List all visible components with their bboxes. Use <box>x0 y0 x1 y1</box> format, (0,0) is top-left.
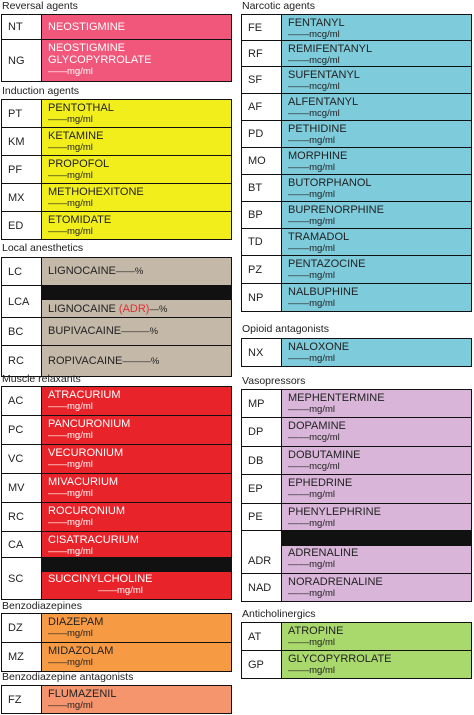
drug-label-tramadol <box>282 229 471 255</box>
drug-name: NORADRENALINE <box>288 576 383 588</box>
adr-marker: (ADR) <box>118 303 150 315</box>
table-row <box>2 184 231 212</box>
drug-unit: ––––mg/ml <box>288 588 335 599</box>
drug-label-mephentermine <box>282 390 471 417</box>
drug-name: BUPIVACAINE <box>48 325 122 337</box>
section-title: Narcotic agents <box>242 0 315 12</box>
drug-label-propofol <box>42 156 231 183</box>
drug-code: PF <box>2 156 42 183</box>
drug-unit: ––––mcg/ml <box>288 108 340 119</box>
drug-code: NX <box>242 339 282 366</box>
table-row <box>2 258 231 286</box>
drug-label-nalbuphine <box>282 284 471 311</box>
drug-name: ATRACURIUM <box>48 389 121 401</box>
drug-code: VC <box>2 445 42 473</box>
table-row <box>2 286 231 318</box>
drug-label-cisatracurium <box>42 532 231 557</box>
drug-unit: ——mg/ml <box>48 700 93 711</box>
drug-label-noradrenaline <box>282 574 471 601</box>
drug-code: PC <box>2 416 42 444</box>
drug-code: NAD <box>242 574 282 601</box>
section-title: Muscle relaxants <box>2 373 81 385</box>
section-title: Induction agents <box>2 85 80 97</box>
table-row <box>242 256 471 284</box>
drug-label-succinylcholine <box>42 558 231 599</box>
drug-code: ED <box>2 212 42 239</box>
drug-label-fentanyl <box>282 15 471 40</box>
drug-name: TRAMADOL <box>288 231 350 243</box>
drug-code: BC <box>2 318 42 345</box>
table-row <box>242 447 471 475</box>
table-row <box>2 558 231 600</box>
drug-code: MZ <box>2 643 42 671</box>
drug-code: LCA <box>2 286 42 317</box>
section-title: Reversal agents <box>2 0 78 12</box>
table-row <box>242 390 471 418</box>
drug-label-glycopyrrolate <box>282 651 471 678</box>
drug-unit: ––––mcg/ml <box>288 29 340 40</box>
drug-unit: ––––mg/ml <box>288 162 335 173</box>
drug-code: AT <box>242 623 282 650</box>
drug-unit: ——mg/ml <box>48 488 93 499</box>
drug-unit: ——mg/ml <box>48 170 93 181</box>
drug-label-mivacurium <box>42 474 231 502</box>
drug-code: DZ <box>2 614 42 642</box>
drug-code: RC <box>2 503 42 531</box>
adrenaline-color-band <box>282 531 471 546</box>
drug-name: LIGNOCAINE <box>48 303 116 315</box>
drug-name: NALBUPHINE <box>288 286 359 298</box>
drug-name: PENTOTHAL <box>48 102 114 114</box>
drug-unit: ––––mg/ml <box>288 665 335 676</box>
drug-unit: ——mg/ml <box>48 459 93 470</box>
drug-code: PD <box>242 121 282 147</box>
drug-label-pentazocine <box>282 256 471 283</box>
drug-unit: ——mg/ml <box>48 628 93 639</box>
drug-code: CA <box>2 532 42 557</box>
table-row <box>242 284 471 312</box>
drug-name: METHOHEXITONE <box>48 186 144 198</box>
table-row <box>242 418 471 447</box>
drug-unit: ––––mg/ml <box>288 489 335 500</box>
drug-unit: ––––mcg/ml <box>288 81 340 92</box>
drug-unit: ––––mg/ml <box>288 243 335 254</box>
drug-name: PROPOFOL <box>48 158 110 170</box>
drug-label-atropine <box>282 623 471 650</box>
drug-name: KETAMINE <box>48 130 104 142</box>
section-title: Vasopressors <box>242 375 306 387</box>
drug-name: PANCURONIUM <box>48 418 131 430</box>
drug-unit: ———% <box>122 356 160 367</box>
drug-name: ADRENALINE <box>288 547 359 559</box>
drug-name: PETHIDINE <box>288 123 347 135</box>
table-muscle <box>1 386 232 600</box>
drug-label-lignocaine-adr <box>42 286 231 317</box>
drug-label-bupivacaine <box>42 318 231 345</box>
adrenaline-color-band <box>42 286 231 300</box>
drug-name: MIVACURIUM <box>48 476 119 488</box>
drug-unit: ––––mg/ml <box>288 353 335 364</box>
drug-name: SUCCINYLCHOLINE <box>48 573 153 585</box>
drug-unit: ——mg/ml <box>48 430 93 441</box>
drug-label-etomidate <box>42 212 231 239</box>
table-row <box>242 574 471 602</box>
drug-code: SF <box>242 67 282 93</box>
table-row <box>242 339 471 367</box>
drug-unit: —% <box>149 304 168 315</box>
table-row <box>2 100 231 128</box>
drug-label-adrenaline <box>282 531 471 573</box>
table-row <box>2 387 231 416</box>
drug-code: PZ <box>242 256 282 283</box>
drug-code: RF <box>242 41 282 66</box>
drug-label-pancuronium <box>42 416 231 444</box>
drug-name: MORPHINE <box>288 150 348 162</box>
drug-code: ADR <box>242 531 282 573</box>
drug-unit: ––––mg/ml <box>288 559 335 570</box>
drug-unit: ––––mcg/ml <box>288 432 340 443</box>
drug-name: MIDAZOLAM <box>48 645 114 657</box>
table-row <box>242 67 471 94</box>
drug-code: AF <box>242 94 282 120</box>
table-row <box>242 15 471 41</box>
section-title: Opioid antagonists <box>242 323 329 335</box>
drug-label-ephedrine <box>282 475 471 503</box>
drug-label-midazolam <box>42 643 231 671</box>
table-row <box>2 318 231 346</box>
table-row <box>242 651 471 679</box>
drug-unit: ——mg/ml <box>48 657 93 668</box>
drug-label-phenylephrine <box>282 504 471 530</box>
section-title: Benzodiazepines <box>2 600 82 612</box>
drug-unit: ———% <box>121 326 159 337</box>
drug-name: PHENYLEPHRINE <box>288 506 381 518</box>
drug-code: BT <box>242 175 282 201</box>
drug-name: MEPHENTERMINE <box>288 392 385 404</box>
drug-unit: ——mg/ml <box>98 585 143 596</box>
drug-name: DOPAMINE <box>288 420 346 432</box>
drug-label-pentothal <box>42 100 231 127</box>
drug-name: BUTORPHANOL <box>288 177 372 189</box>
drug-unit: ––––mcg/ml <box>288 55 340 66</box>
drug-label-atracurium <box>42 387 231 415</box>
drug-unit: ——mg/ml <box>48 546 93 557</box>
drug-label-rocuronium <box>42 503 231 531</box>
section-title: Anticholinergics <box>242 608 316 620</box>
drug-name: ALFENTANYL <box>288 96 359 108</box>
drug-code: FE <box>242 15 282 40</box>
table-local <box>1 257 232 377</box>
table-row <box>2 15 231 40</box>
drug-unit: ——mg/ml <box>48 401 93 412</box>
drug-name: VECURONIUM <box>48 447 124 459</box>
drug-code: NP <box>242 284 282 311</box>
table-row <box>2 686 231 714</box>
table-reversal <box>1 14 232 82</box>
drug-label-methohexitone <box>42 184 231 211</box>
drug-name: BUPRENORPHINE <box>288 204 384 216</box>
drug-code: MP <box>242 390 282 417</box>
drug-name: ROPIVACAINE <box>48 355 123 367</box>
drug-code: PT <box>2 100 42 127</box>
drug-label-buprenorphine <box>282 202 471 228</box>
drug-code: DP <box>242 418 282 446</box>
table-vasopressor <box>241 389 472 602</box>
table-row <box>242 94 471 121</box>
drug-code: RC <box>2 346 42 376</box>
drug-name: SUFENTANYL <box>288 69 360 81</box>
drug-unit: ––––mcg/ml <box>288 461 340 472</box>
drug-name: NALOXONE <box>288 341 350 353</box>
drug-unit: ——mg/ml <box>48 198 93 209</box>
drug-name: FENTANYL <box>288 17 345 29</box>
drug-unit: ––––mg/ml <box>288 135 335 146</box>
drug-name-2: GLYCOPYRROLATE <box>48 54 152 66</box>
drug-unit: ––––mg/ml <box>288 298 335 309</box>
drug-label-flumazenil <box>42 686 231 713</box>
table-row <box>242 41 471 67</box>
drug-name: ATROPINE <box>288 625 344 637</box>
table-row <box>242 175 471 202</box>
drug-label-pethidine <box>282 121 471 147</box>
drug-code: DB <box>242 447 282 474</box>
table-row <box>242 504 471 531</box>
section-title: Local anesthetics <box>2 242 84 254</box>
drug-code: TD <box>242 229 282 255</box>
drug-code: GP <box>242 651 282 678</box>
drug-code: MO <box>242 148 282 174</box>
drug-label-ketamine <box>42 128 231 155</box>
drug-code: FZ <box>2 686 42 713</box>
drug-code: PE <box>242 504 282 530</box>
drug-name: LIGNOCAINE <box>48 265 116 277</box>
drug-code: BP <box>242 202 282 228</box>
table-row <box>242 229 471 256</box>
table-row <box>242 202 471 229</box>
section-title: Benzodiazepine antagonists <box>2 671 134 683</box>
drug-name: DIAZEPAM <box>48 616 104 628</box>
drug-label-neostigmine-glycopyrrolate <box>42 40 231 81</box>
table-induction <box>1 99 232 240</box>
drug-name: EPHEDRINE <box>288 477 353 489</box>
drug-unit: ––––mg/ml <box>288 404 335 415</box>
drug-unit: ––––mg/ml <box>288 637 335 648</box>
drug-name: GLYCOPYRROLATE <box>288 653 392 665</box>
table-row <box>2 532 231 558</box>
drug-code: EP <box>242 475 282 503</box>
drug-name: PENTAZOCINE <box>288 258 366 270</box>
drug-code: NG <box>2 40 42 81</box>
drug-name: NEOSTIGMINE <box>48 42 126 54</box>
drug-label-naloxone <box>282 339 471 366</box>
table-row <box>2 474 231 503</box>
drug-unit: ––––mg/ml <box>288 216 335 227</box>
drug-unit: ––––mg/ml <box>288 270 335 281</box>
drug-code: AC <box>2 387 42 415</box>
drug-code: SC <box>2 558 42 599</box>
table-benzo <box>1 613 232 672</box>
table-row <box>242 148 471 175</box>
table-narcotic <box>241 14 472 312</box>
table-row <box>2 212 231 240</box>
drug-label-morphine <box>282 148 471 174</box>
drug-code: KM <box>2 128 42 155</box>
drug-code: MV <box>2 474 42 502</box>
drug-label-vecuronium <box>42 445 231 473</box>
drug-label-neostigmine <box>42 15 231 39</box>
drug-label-lignocaine <box>42 258 231 285</box>
table-row <box>2 503 231 532</box>
table-row <box>2 128 231 156</box>
drug-unit: ——mg/ml <box>48 517 93 528</box>
drug-unit: ––––mg/ml <box>288 189 335 200</box>
drug-name: FLUMAZENIL <box>48 688 117 700</box>
drug-name: NEOSTIGMINE <box>48 21 126 33</box>
table-anticholinergic <box>241 622 472 679</box>
table-row <box>2 643 231 672</box>
table-row <box>242 623 471 651</box>
drug-name: REMIFENTANYL <box>288 43 373 55</box>
drug-unit: ——mg/ml <box>48 66 93 77</box>
drug-name: ROCURONIUM <box>48 505 125 517</box>
drug-label-butorphanol <box>282 175 471 201</box>
drug-label-remifentanyl <box>282 41 471 66</box>
table-opioid-antag <box>241 338 472 367</box>
drug-unit: ——mg/ml <box>48 142 93 153</box>
drug-name: ETOMIDATE <box>48 214 112 226</box>
drug-unit: ——mg/ml <box>48 114 93 125</box>
drug-name: CISATRACURIUM <box>48 534 139 546</box>
table-row <box>2 445 231 474</box>
drug-label-dopamine <box>282 418 471 446</box>
table-row <box>242 121 471 148</box>
table-row <box>2 40 231 82</box>
drug-unit: ——% <box>115 266 144 277</box>
table-row <box>2 156 231 184</box>
drug-label-diazepam <box>42 614 231 642</box>
table-row <box>2 416 231 445</box>
drug-code: MX <box>2 184 42 211</box>
table-row <box>2 614 231 643</box>
drug-code: NT <box>2 15 42 39</box>
drug-label-sufentanyl <box>282 67 471 93</box>
table-row <box>242 475 471 504</box>
drug-label-ropivacaine <box>42 346 231 376</box>
drug-code: LC <box>2 258 42 285</box>
depolarizing-color-band <box>42 558 231 572</box>
table-benzo-antag <box>1 685 232 714</box>
drug-name: DOBUTAMINE <box>288 449 361 461</box>
drug-label-alfentanyl <box>282 94 471 120</box>
drug-unit: ––––mg/ml <box>288 518 335 529</box>
drug-unit: ——mg/ml <box>48 226 93 237</box>
drug-label-dobutamine <box>282 447 471 474</box>
table-row <box>242 531 471 574</box>
